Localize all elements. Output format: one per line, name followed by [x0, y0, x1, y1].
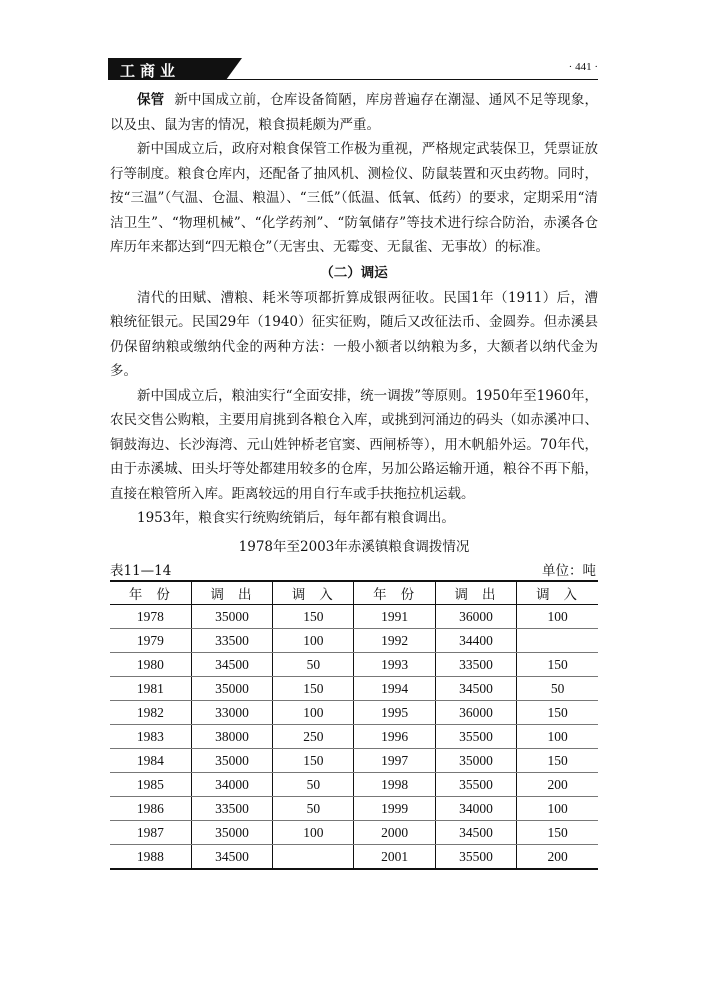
table-cell: 1982: [110, 701, 191, 725]
table-cell: 100: [273, 629, 354, 653]
table-cell: 1994: [354, 677, 435, 701]
table-cell: 150: [517, 749, 598, 773]
table-cell: 50: [273, 773, 354, 797]
table-cell: [273, 845, 354, 870]
paragraph-lead: 保管: [137, 92, 165, 108]
table-cell: 150: [517, 821, 598, 845]
table-row: [110, 845, 598, 870]
table-row: [110, 749, 598, 773]
table-cell: 38000: [191, 725, 272, 749]
table-cell: 33000: [191, 701, 272, 725]
table-cell: 1979: [110, 629, 191, 653]
table-cell: 35000: [191, 749, 272, 773]
table-cell: 50: [273, 797, 354, 821]
table-row: [110, 701, 598, 725]
table-number: 表11—14: [110, 563, 172, 579]
table-cell: 1997: [354, 749, 435, 773]
table-cell: 150: [273, 605, 354, 629]
column-header: 调入: [273, 581, 354, 605]
table-cell: 150: [517, 701, 598, 725]
table-header-row: [110, 581, 598, 605]
table-row: [110, 605, 598, 629]
table-cell: 35500: [435, 725, 516, 749]
table-cell: 34000: [191, 773, 272, 797]
table-cell: 34500: [435, 821, 516, 845]
table-cell: 200: [517, 773, 598, 797]
table-cell: 1988: [110, 845, 191, 870]
table-row: [110, 773, 598, 797]
table-cell: 150: [273, 677, 354, 701]
table-cell: 1996: [354, 725, 435, 749]
table-cell: 150: [273, 749, 354, 773]
table-cell: 35500: [435, 773, 516, 797]
paragraph-storage: [110, 88, 598, 137]
table-cell: 33500: [191, 797, 272, 821]
section-title: 工商业: [120, 62, 181, 80]
table-cell: [517, 629, 598, 653]
table-row: [110, 629, 598, 653]
table-cell: 1992: [354, 629, 435, 653]
table-cell: 1981: [110, 677, 191, 701]
column-header: 调出: [191, 581, 272, 605]
table-cell: 250: [273, 725, 354, 749]
table-cell: 35500: [435, 845, 516, 870]
table-cell: 1986: [110, 797, 191, 821]
table-cell: 33500: [191, 629, 272, 653]
table-row: [110, 797, 598, 821]
table-cell: 200: [517, 845, 598, 870]
table-row: [110, 677, 598, 701]
table-cell: 100: [517, 605, 598, 629]
table-cell: 36000: [435, 605, 516, 629]
table-cell: 50: [273, 653, 354, 677]
paragraph: 新中国成立后，粮油实行“全面安排，统一调拨”等原则。1950年至1960年，农民交售公购粮，主要用肩挑到各粮仓入库，或挑到河涌边的码头（如赤溪冲口、铜鼓海边、长沙海湾、元山姓钟桥老官窦、西闸桥等），用木帆船外运。70年代，由于赤溪城、田头圩等处都建用较多的仓库，另加公路运输开通，粮谷不再下船，直接在粮管所入库。距离较远的用自行车或手扶拖拉机运载。: [110, 387, 598, 502]
table-cell: 1991: [354, 605, 435, 629]
table-cell: 34500: [191, 845, 272, 870]
table-cell: 1995: [354, 701, 435, 725]
body-text: [110, 88, 598, 531]
table-cell: 150: [517, 653, 598, 677]
table-cell: 33500: [435, 653, 516, 677]
table-meta: [110, 559, 598, 579]
running-header: [108, 58, 598, 80]
paragraph: 1953年，粮食实行统购统销后，每年都有粮食调出。: [137, 510, 455, 526]
table-cell: 34400: [435, 629, 516, 653]
section-heading: （二）调运: [320, 264, 388, 281]
table-cell: 100: [273, 701, 354, 725]
table-cell: 35000: [435, 749, 516, 773]
paragraph: 新中国成立后，政府对粮食保管工作极为重视，严格规定武装保卫，凭票证放行等制度。粮食仓库内，还配备了抽风机、测检仪、防鼠装置和灭虫药物。同时，按“三温”（气温、仓温、粮温）、“三低”（低温、低氧、低药）的要求，定期采用“清洁卫生”、“物理机械”、“化学药剂”、“防氧储存”等技术进行综合防治，赤溪各仓库历年来都达到“四无粮仓”（无害虫、无霉变、无鼠雀、无事故）的标准。: [110, 141, 598, 255]
table-cell: 1978: [110, 605, 191, 629]
table-row: [110, 725, 598, 749]
table-cell: 100: [517, 797, 598, 821]
table-row: [110, 653, 598, 677]
table-cell: 1983: [110, 725, 191, 749]
table-caption: 1978年至2003年赤溪镇粮食调拨情况: [238, 539, 470, 555]
table-cell: 34500: [435, 677, 516, 701]
paragraph-text: 新中国成立前，仓库设备简陋，库房普遍存在潮湿、通风不足等现象，以及虫、鼠为害的情况，粮食损耗颇为严重。: [110, 92, 598, 133]
table-cell: 36000: [435, 701, 516, 725]
table-cell: 2000: [354, 821, 435, 845]
table-row: [110, 821, 598, 845]
column-header: 调入: [517, 581, 598, 605]
table-cell: 2001: [354, 845, 435, 870]
table-cell: 1984: [110, 749, 191, 773]
section-tab: [108, 58, 226, 80]
column-header: 年份: [110, 581, 191, 605]
table-cell: 35000: [191, 605, 272, 629]
header-rule: [218, 79, 598, 80]
table-cell: 34000: [435, 797, 516, 821]
column-header: 年份: [354, 581, 435, 605]
table-unit: 单位：吨: [542, 563, 596, 579]
table-cell: 1985: [110, 773, 191, 797]
table-cell: 35000: [191, 821, 272, 845]
table-cell: 1980: [110, 653, 191, 677]
table-body: [110, 605, 598, 870]
table-cell: 1999: [354, 797, 435, 821]
column-header: 调出: [435, 581, 516, 605]
paragraph: 清代的田赋、漕粮、耗米等项都折算成银两征收。民国1年（1911）后，漕粮统征银元。民国29年（1940）征实征购，随后又改征法币、金圆券。但赤溪县仍保留纳粮或缴纳代金的两种方法：一般小额者以纳粮为多，大额者以纳代金为多。: [110, 289, 598, 379]
table-cell: 100: [517, 725, 598, 749]
table-cell: 100: [273, 821, 354, 845]
table-cell: 50: [517, 677, 598, 701]
table-cell: 34500: [191, 653, 272, 677]
table-cell: 35000: [191, 677, 272, 701]
table-cell: 1998: [354, 773, 435, 797]
grain-transfer-table: [110, 580, 598, 870]
table-cell: 1987: [110, 821, 191, 845]
page-number: · 441 ·: [568, 61, 598, 73]
table-cell: 1993: [354, 653, 435, 677]
